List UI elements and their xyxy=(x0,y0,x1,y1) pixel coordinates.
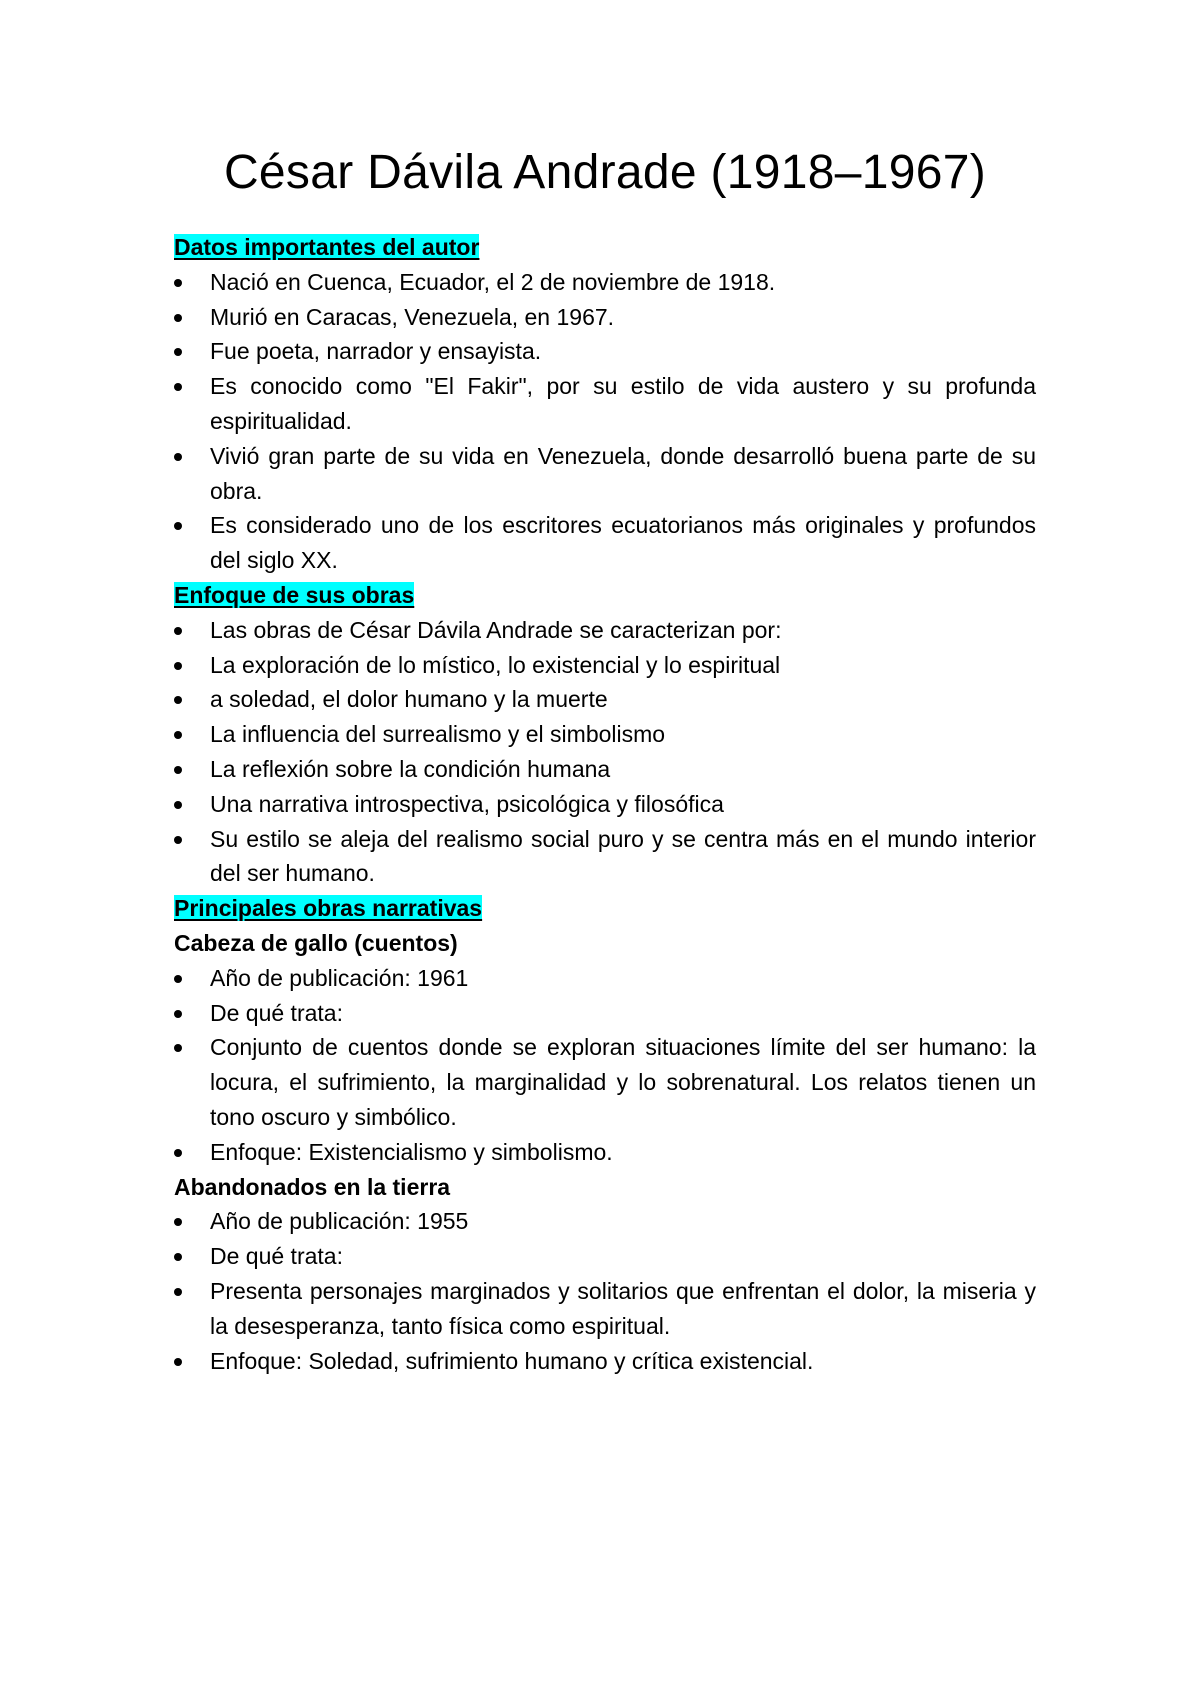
bullet-icon xyxy=(174,696,182,704)
list-item: La influencia del surrealismo y el simbolismo xyxy=(174,717,1036,752)
bullet-icon xyxy=(174,1288,182,1296)
bullet-icon xyxy=(174,383,182,391)
section-author-data xyxy=(174,230,1036,578)
bullet-icon xyxy=(174,1149,182,1157)
bullet-icon xyxy=(174,1218,182,1226)
bullet-icon xyxy=(174,1358,182,1366)
work-title: Abandonados en la tierra xyxy=(174,1173,451,1200)
list-item: Enfoque: Soledad, sufrimiento humano y crítica existencial. xyxy=(174,1344,1036,1379)
list-item: De qué trata: xyxy=(174,996,1036,1031)
document-title: César Dávila Andrade (1918–1967) xyxy=(223,146,987,199)
work-title: Cabeza de gallo (cuentos) xyxy=(174,929,458,956)
list-item: Es considerado uno de los escritores ecuatorianos más originales y profundos del siglo XX. xyxy=(174,508,1036,578)
list-item: Presenta personajes marginados y solitarios que enfrentan el dolor, la miseria y la desesperanza, tanto física como espiritual. xyxy=(174,1274,1036,1344)
bullet-icon xyxy=(174,975,182,983)
bullet-icon xyxy=(174,766,182,774)
bullet-icon xyxy=(174,348,182,356)
list-item: De qué trata: xyxy=(174,1239,1036,1274)
bullet-icon xyxy=(174,279,182,287)
list-item: Su estilo se aleja del realismo social puro y se centra más en el mundo interior del ser humano. xyxy=(174,822,1036,892)
list-item: Las obras de César Dávila Andrade se caracterizan por: xyxy=(174,613,1036,648)
bullet-icon xyxy=(174,314,182,322)
list-item: La reflexión sobre la condición humana xyxy=(174,752,1036,787)
bullet-icon xyxy=(174,1010,182,1018)
list-item: Enfoque: Existencialismo y simbolismo. xyxy=(174,1135,1036,1170)
list-item: Nació en Cuenca, Ecuador, el 2 de noviembre de 1918. xyxy=(174,265,1036,300)
section-main-works xyxy=(174,891,1036,1378)
bullet-icon xyxy=(174,731,182,739)
bullet-icon xyxy=(174,801,182,809)
list-item: Vivió gran parte de su vida en Venezuela, donde desarrolló buena parte de su obra. xyxy=(174,439,1036,509)
list-item: Año de publicación: 1955 xyxy=(174,1204,1036,1239)
section-heading: Enfoque de sus obras xyxy=(174,581,415,608)
bullet-icon xyxy=(174,1044,182,1052)
section-heading: Principales obras narrativas xyxy=(174,895,483,922)
bullet-icon xyxy=(174,1253,182,1261)
list-item: Una narrativa introspectiva, psicológica y filosófica xyxy=(174,787,1036,822)
bullet-list xyxy=(174,613,1036,891)
bullet-list xyxy=(174,1204,1036,1378)
bullet-icon xyxy=(174,627,182,635)
bullet-icon xyxy=(174,453,182,461)
list-item: Año de publicación: 1961 xyxy=(174,961,1036,996)
section-heading: Datos importantes del autor xyxy=(174,234,480,260)
bullet-icon xyxy=(174,836,182,844)
bullet-list xyxy=(174,265,1036,578)
list-item: Es conocido como "El Fakir", por su estilo de vida austero y su profunda espiritualidad. xyxy=(174,369,1036,439)
document-page xyxy=(174,140,1036,1378)
list-item: a soledad, el dolor humano y la muerte xyxy=(174,682,1036,717)
bullet-icon xyxy=(174,522,182,530)
list-item: Murió en Caracas, Venezuela, en 1967. xyxy=(174,300,1036,335)
section-works-focus xyxy=(174,578,1036,891)
list-item: La exploración de lo místico, lo existencial y lo espiritual xyxy=(174,648,1036,683)
bullet-list xyxy=(174,961,1036,1170)
bullet-icon xyxy=(174,662,182,670)
list-item: Conjunto de cuentos donde se exploran situaciones límite del ser humano: la locura, el sufrimiento, la marginalidad y lo sobrenatural. Los relatos tienen un tono oscuro y simbólico. xyxy=(174,1030,1036,1134)
list-item: Fue poeta, narrador y ensayista. xyxy=(174,334,1036,369)
